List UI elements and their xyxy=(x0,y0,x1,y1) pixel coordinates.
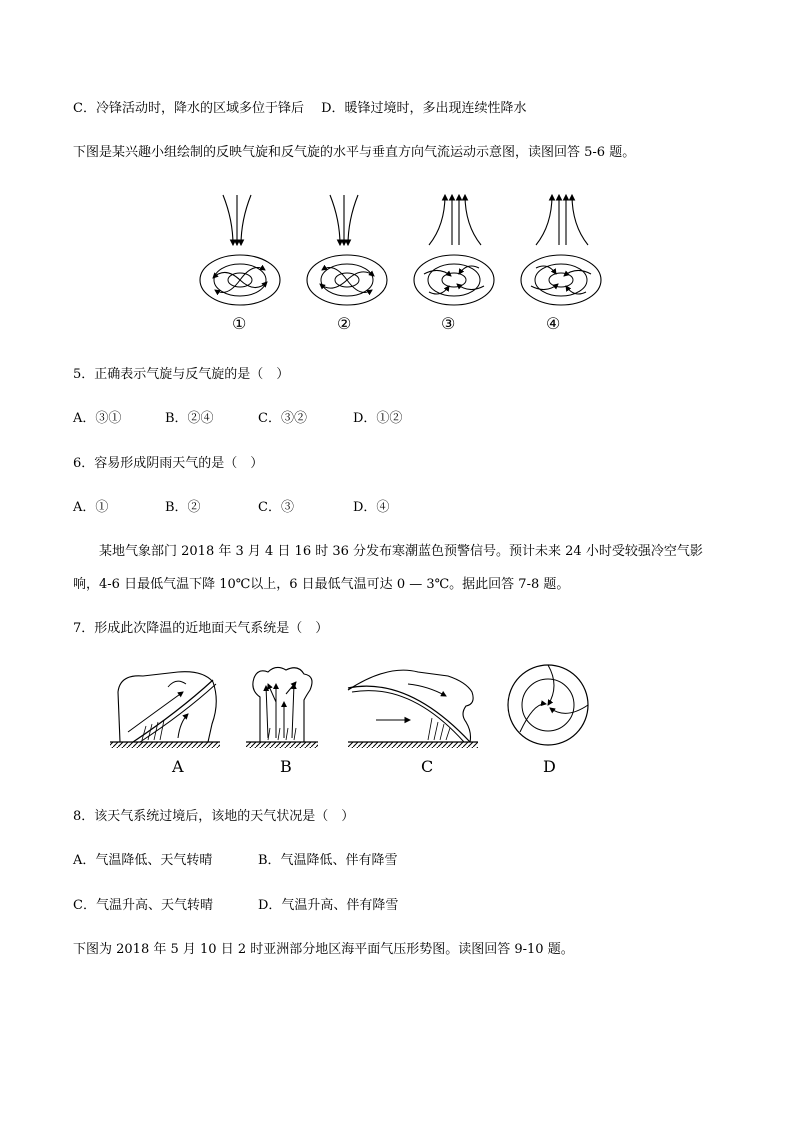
fig2-label-d: D xyxy=(543,757,556,776)
passage-line-2: 响，4-6 日最低气温下降 10℃以上，6 日最低气温可达 0 — 3℃。据此回答 7-8 题。 xyxy=(73,577,570,592)
q5-option-a: A．③① xyxy=(73,411,122,426)
q5-option-b: B．②④ xyxy=(165,411,214,426)
q6-option-b: B．② xyxy=(165,500,201,515)
q6-option-a: A．① xyxy=(73,500,109,515)
q5-option-c: C．③② xyxy=(258,411,307,426)
diagram-3 xyxy=(414,195,494,305)
system-d xyxy=(508,665,588,745)
question-5: 5．正确表示气旋与反气旋的是（ ） xyxy=(73,367,290,382)
passage-line-1: 某地气象部门 2018 年 3 月 4 日 16 时 36 分发布寒潮蓝色预警信号。预计未来 24 小时受较强冷空气影 xyxy=(99,544,703,559)
question-8: 8．该天气系统过境后，该地的天气状况是（ ） xyxy=(73,809,355,824)
weather-system-figure xyxy=(108,662,598,754)
fig2-label-c: C xyxy=(421,757,434,776)
system-a xyxy=(110,672,220,748)
system-b xyxy=(246,667,318,748)
diagram-4 xyxy=(521,195,601,305)
q8-option-b: B．气温降低、伴有降雪 xyxy=(258,853,398,868)
fig1-label-2: ② xyxy=(337,314,352,333)
q8-option-d: D．气温升高、伴有降雪 xyxy=(258,898,399,913)
q5-option-d: D．①② xyxy=(353,411,403,426)
system-c xyxy=(348,670,478,748)
question-6: 6．容易形成阴雨天气的是（ ） xyxy=(73,456,264,471)
q8-option-a: A．气温降低、天气转晴 xyxy=(73,853,213,868)
q6-option-c: C．③ xyxy=(258,500,294,515)
q8-option-c: C．气温升高、天气转晴 xyxy=(73,898,213,913)
fig2-label-a: A xyxy=(172,757,184,776)
diagram-2 xyxy=(307,195,387,305)
fig2-label-b: B xyxy=(280,757,292,776)
q6-option-d: D．④ xyxy=(353,500,390,515)
question-7: 7．形成此次降温的近地面天气系统是（ ） xyxy=(73,621,329,636)
intro-9-10: 下图为 2018 年 5 月 10 日 2 时亚洲部分地区海平面气压形势图。读图回答 9-10 题。 xyxy=(73,942,574,957)
fig1-label-3: ③ xyxy=(441,314,456,333)
intro-5-6: 下图是某兴趣小组绘制的反映气旋和反气旋的水平与垂直方向气流运动示意图，读图回答 5-6 题。 xyxy=(73,145,636,160)
diagram-1 xyxy=(200,195,280,305)
option-line-c-d: C．冷锋活动时，降水的区域多位于锋后 D．暖锋过境时，多出现连续性降水 xyxy=(73,101,527,116)
fig1-label-1: ① xyxy=(232,314,247,333)
fig1-label-4: ④ xyxy=(546,314,561,333)
